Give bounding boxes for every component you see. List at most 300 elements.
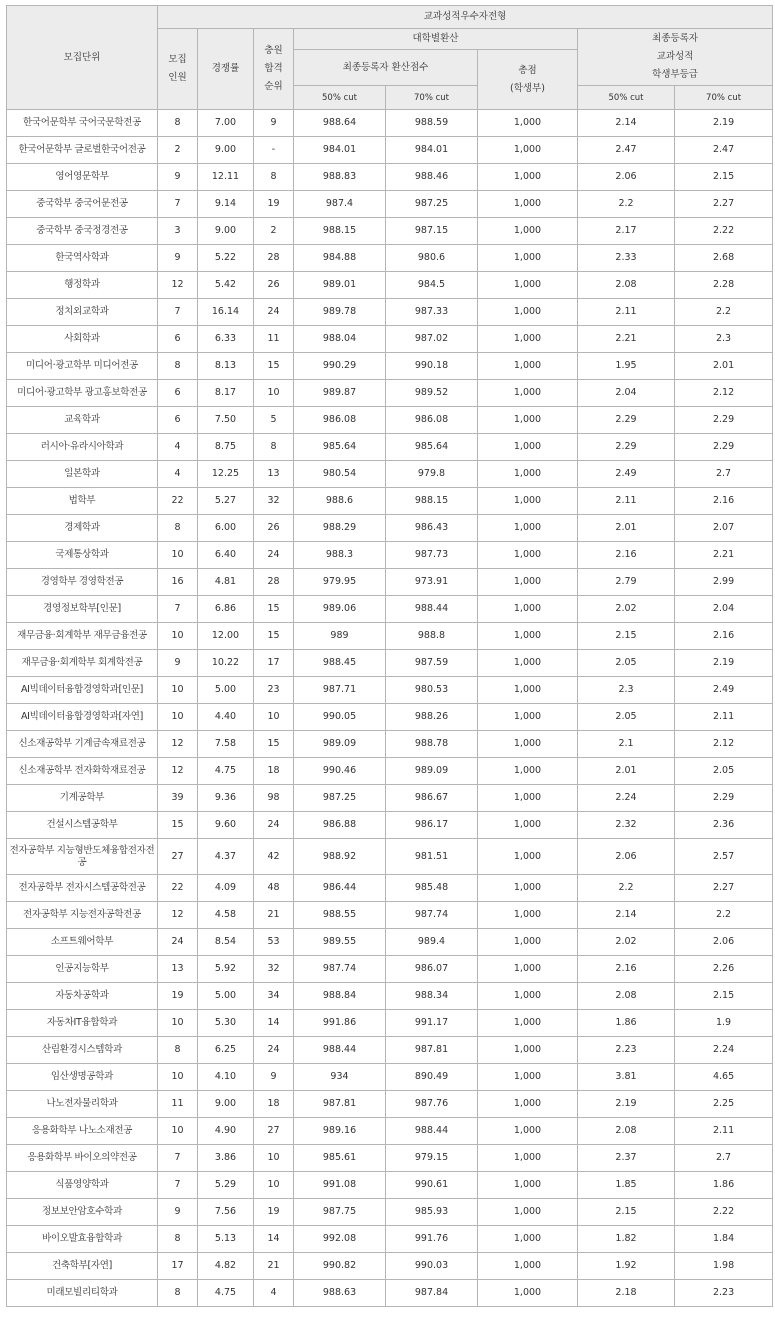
cell-score-70cut: 984.01 — [386, 137, 478, 164]
cell-score-70cut: 991.76 — [386, 1226, 478, 1253]
cell-score-50cut: 990.82 — [294, 1253, 386, 1280]
cell-grade-70cut: 2.29 — [675, 407, 773, 434]
cell-unit-name: 미래모빌리티학과 — [7, 1280, 158, 1307]
cell-total: 1,000 — [478, 245, 578, 272]
cell-unit-name: 재무금융·회계학부 회계학전공 — [7, 650, 158, 677]
cell-score-70cut: 987.25 — [386, 191, 478, 218]
cell-unit-name: 경영정보학부[인문] — [7, 596, 158, 623]
cell-waitlist-rank: 19 — [254, 191, 294, 218]
cell-total: 1,000 — [478, 839, 578, 875]
cell-total: 1,000 — [478, 758, 578, 785]
cell-unit-name: 미디어·광고학부 광고홍보학전공 — [7, 380, 158, 407]
cell-score-50cut: 992.08 — [294, 1226, 386, 1253]
cell-competition: 16.14 — [198, 299, 254, 326]
table-row — [7, 191, 773, 218]
cell-score-70cut: 986.08 — [386, 407, 478, 434]
cell-quota: 22 — [158, 488, 198, 515]
cell-grade-70cut: 2.47 — [675, 137, 773, 164]
cell-grade-50cut: 2.19 — [578, 1091, 675, 1118]
cell-grade-70cut: 2.06 — [675, 929, 773, 956]
table-row — [7, 785, 773, 812]
cell-total: 1,000 — [478, 623, 578, 650]
header-quota: 모집 인원 — [158, 29, 198, 110]
cell-quota: 12 — [158, 902, 198, 929]
header-unit: 모집단위 — [7, 6, 158, 110]
table-body — [7, 110, 773, 1307]
cell-total: 1,000 — [478, 353, 578, 380]
cell-unit-name: 한국역사학과 — [7, 245, 158, 272]
table-row — [7, 812, 773, 839]
table-row — [7, 488, 773, 515]
cell-grade-50cut: 2.08 — [578, 983, 675, 1010]
cell-score-50cut: 988.84 — [294, 983, 386, 1010]
cell-unit-name: 임산생명공학과 — [7, 1064, 158, 1091]
cell-total: 1,000 — [478, 461, 578, 488]
cell-competition: 9.00 — [198, 1091, 254, 1118]
cell-score-50cut: 989.87 — [294, 380, 386, 407]
cell-grade-50cut: 2.79 — [578, 569, 675, 596]
cell-grade-50cut: 2.37 — [578, 1145, 675, 1172]
cell-waitlist-rank: 32 — [254, 488, 294, 515]
cell-quota: 27 — [158, 839, 198, 875]
cell-score-70cut: 988.34 — [386, 983, 478, 1010]
cell-unit-name: 국제통상학과 — [7, 542, 158, 569]
cell-waitlist-rank: 15 — [254, 731, 294, 758]
cell-waitlist-rank: 13 — [254, 461, 294, 488]
cell-waitlist-rank: 10 — [254, 380, 294, 407]
cell-competition: 3.86 — [198, 1145, 254, 1172]
cell-quota: 12 — [158, 272, 198, 299]
cell-grade-70cut: 1.84 — [675, 1226, 773, 1253]
cell-score-50cut: 987.71 — [294, 677, 386, 704]
cell-score-70cut: 979.8 — [386, 461, 478, 488]
cell-waitlist-rank: 26 — [254, 515, 294, 542]
cell-unit-name: 사회학과 — [7, 326, 158, 353]
table-row — [7, 1064, 773, 1091]
cell-total: 1,000 — [478, 569, 578, 596]
cell-competition: 8.17 — [198, 380, 254, 407]
cell-total: 1,000 — [478, 1199, 578, 1226]
cell-waitlist-rank: 2 — [254, 218, 294, 245]
cell-score-50cut: 987.25 — [294, 785, 386, 812]
cell-score-70cut: 989.4 — [386, 929, 478, 956]
cell-grade-50cut: 2.08 — [578, 272, 675, 299]
cell-grade-70cut: 1.98 — [675, 1253, 773, 1280]
table-row — [7, 137, 773, 164]
table-row — [7, 299, 773, 326]
cell-unit-name: 러시아·유라시아학과 — [7, 434, 158, 461]
cell-score-70cut: 989.52 — [386, 380, 478, 407]
cell-score-50cut: 989.09 — [294, 731, 386, 758]
cell-competition: 5.42 — [198, 272, 254, 299]
cell-score-70cut: 984.5 — [386, 272, 478, 299]
cell-grade-50cut: 1.86 — [578, 1010, 675, 1037]
cell-waitlist-rank: 28 — [254, 245, 294, 272]
cell-grade-70cut: 2.3 — [675, 326, 773, 353]
cell-score-70cut: 973.91 — [386, 569, 478, 596]
cell-score-50cut: 984.01 — [294, 137, 386, 164]
cell-grade-50cut: 2.23 — [578, 1037, 675, 1064]
cell-unit-name: 인공지능학부 — [7, 956, 158, 983]
cell-score-70cut: 988.26 — [386, 704, 478, 731]
cell-unit-name: 전자공학부 지능형반도체융합전자전공 — [7, 839, 158, 875]
cell-total: 1,000 — [478, 1253, 578, 1280]
cell-waitlist-rank: 15 — [254, 596, 294, 623]
cell-grade-70cut: 2.27 — [675, 191, 773, 218]
table-row — [7, 515, 773, 542]
cell-competition: 4.81 — [198, 569, 254, 596]
header-grade-70cut: 70% cut — [675, 86, 773, 110]
cell-competition: 7.50 — [198, 407, 254, 434]
cell-score-70cut: 979.15 — [386, 1145, 478, 1172]
cell-grade-70cut: 2.28 — [675, 272, 773, 299]
cell-competition: 9.14 — [198, 191, 254, 218]
cell-score-70cut: 990.03 — [386, 1253, 478, 1280]
cell-competition: 5.92 — [198, 956, 254, 983]
cell-quota: 2 — [158, 137, 198, 164]
cell-unit-name: 중국학부 중국정경전공 — [7, 218, 158, 245]
cell-quota: 9 — [158, 245, 198, 272]
cell-waitlist-rank: 24 — [254, 812, 294, 839]
admission-results-table-container — [6, 5, 772, 1307]
table-row — [7, 353, 773, 380]
cell-unit-name: 일본학과 — [7, 461, 158, 488]
admission-results-table — [6, 5, 773, 1307]
table-row — [7, 1118, 773, 1145]
cell-grade-50cut: 1.82 — [578, 1226, 675, 1253]
cell-unit-name: 응용화학부 나노소재전공 — [7, 1118, 158, 1145]
cell-quota: 22 — [158, 875, 198, 902]
cell-unit-name: 재무금융·회계학부 재무금융전공 — [7, 623, 158, 650]
cell-unit-name: 바이오발효융합학과 — [7, 1226, 158, 1253]
cell-unit-name: 자동차IT융합학과 — [7, 1010, 158, 1037]
cell-total: 1,000 — [478, 983, 578, 1010]
cell-score-50cut: 984.88 — [294, 245, 386, 272]
cell-score-50cut: 987.75 — [294, 1199, 386, 1226]
header-univ-score: 대학별환산 — [294, 29, 578, 50]
cell-competition: 6.40 — [198, 542, 254, 569]
cell-grade-50cut: 2.17 — [578, 218, 675, 245]
cell-grade-50cut: 2.02 — [578, 929, 675, 956]
cell-waitlist-rank: 14 — [254, 1010, 294, 1037]
cell-score-70cut: 987.76 — [386, 1091, 478, 1118]
table-row — [7, 929, 773, 956]
cell-grade-70cut: 1.86 — [675, 1172, 773, 1199]
cell-score-50cut: 991.08 — [294, 1172, 386, 1199]
table-row — [7, 1172, 773, 1199]
cell-waitlist-rank: 4 — [254, 1280, 294, 1307]
cell-score-50cut: 990.29 — [294, 353, 386, 380]
table-row — [7, 1226, 773, 1253]
cell-total: 1,000 — [478, 326, 578, 353]
cell-competition: 9.36 — [198, 785, 254, 812]
cell-total: 1,000 — [478, 380, 578, 407]
cell-competition: 4.82 — [198, 1253, 254, 1280]
cell-score-70cut: 987.59 — [386, 650, 478, 677]
cell-grade-70cut: 2.16 — [675, 488, 773, 515]
table-row — [7, 983, 773, 1010]
table-row — [7, 326, 773, 353]
cell-grade-70cut: 2.21 — [675, 542, 773, 569]
cell-waitlist-rank: 28 — [254, 569, 294, 596]
table-row — [7, 902, 773, 929]
cell-waitlist-rank: 18 — [254, 1091, 294, 1118]
cell-quota: 3 — [158, 218, 198, 245]
cell-score-70cut: 986.17 — [386, 812, 478, 839]
cell-total: 1,000 — [478, 875, 578, 902]
table-row — [7, 380, 773, 407]
cell-grade-70cut: 2.68 — [675, 245, 773, 272]
cell-total: 1,000 — [478, 407, 578, 434]
cell-competition: 8.54 — [198, 929, 254, 956]
cell-unit-name: 행정학과 — [7, 272, 158, 299]
cell-total: 1,000 — [478, 929, 578, 956]
cell-grade-70cut: 2.24 — [675, 1037, 773, 1064]
cell-grade-50cut: 2.06 — [578, 839, 675, 875]
cell-total: 1,000 — [478, 1064, 578, 1091]
table-row — [7, 461, 773, 488]
cell-score-50cut: 988.04 — [294, 326, 386, 353]
header-grade-50cut: 50% cut — [578, 86, 675, 110]
cell-quota: 9 — [158, 164, 198, 191]
cell-total: 1,000 — [478, 1172, 578, 1199]
cell-grade-70cut: 2.99 — [675, 569, 773, 596]
cell-score-50cut: 988.6 — [294, 488, 386, 515]
cell-total: 1,000 — [478, 731, 578, 758]
table-header — [7, 6, 773, 110]
cell-quota: 16 — [158, 569, 198, 596]
cell-score-70cut: 987.73 — [386, 542, 478, 569]
cell-score-50cut: 986.44 — [294, 875, 386, 902]
cell-quota: 4 — [158, 461, 198, 488]
cell-quota: 7 — [158, 1145, 198, 1172]
cell-quota: 11 — [158, 1091, 198, 1118]
cell-grade-50cut: 1.95 — [578, 353, 675, 380]
cell-competition: 5.13 — [198, 1226, 254, 1253]
header-final-score: 최종등록자 환산점수 — [294, 50, 478, 86]
cell-unit-name: 기계공학부 — [7, 785, 158, 812]
cell-total: 1,000 — [478, 110, 578, 137]
cell-unit-name: 산림환경시스템학과 — [7, 1037, 158, 1064]
table-row — [7, 1253, 773, 1280]
cell-competition: 5.00 — [198, 677, 254, 704]
cell-quota: 15 — [158, 812, 198, 839]
cell-competition: 5.22 — [198, 245, 254, 272]
cell-unit-name: 응용화학부 바이오의약전공 — [7, 1145, 158, 1172]
cell-score-70cut: 990.18 — [386, 353, 478, 380]
cell-competition: 4.58 — [198, 902, 254, 929]
cell-grade-70cut: 2.27 — [675, 875, 773, 902]
cell-total: 1,000 — [478, 164, 578, 191]
cell-grade-70cut: 2.29 — [675, 785, 773, 812]
header-score-70cut: 70% cut — [386, 86, 478, 110]
cell-score-50cut: 990.05 — [294, 704, 386, 731]
cell-quota: 7 — [158, 596, 198, 623]
cell-competition: 12.00 — [198, 623, 254, 650]
cell-quota: 6 — [158, 326, 198, 353]
cell-waitlist-rank: 9 — [254, 110, 294, 137]
cell-grade-70cut: 2.05 — [675, 758, 773, 785]
cell-score-70cut: 985.48 — [386, 875, 478, 902]
cell-score-50cut: 987.81 — [294, 1091, 386, 1118]
cell-score-50cut: 988.3 — [294, 542, 386, 569]
cell-unit-name: 전자공학부 지능전자공학전공 — [7, 902, 158, 929]
cell-total: 1,000 — [478, 434, 578, 461]
cell-unit-name: 경제학과 — [7, 515, 158, 542]
cell-score-50cut: 988.55 — [294, 902, 386, 929]
cell-grade-50cut: 2.05 — [578, 650, 675, 677]
cell-score-50cut: 987.4 — [294, 191, 386, 218]
cell-score-50cut: 988.29 — [294, 515, 386, 542]
cell-total: 1,000 — [478, 299, 578, 326]
cell-waitlist-rank: 24 — [254, 1037, 294, 1064]
cell-score-70cut: 986.07 — [386, 956, 478, 983]
cell-quota: 12 — [158, 758, 198, 785]
cell-quota: 24 — [158, 929, 198, 956]
cell-waitlist-rank: 15 — [254, 623, 294, 650]
cell-grade-50cut: 2.32 — [578, 812, 675, 839]
header-admission-type: 교과성적우수자전형 — [158, 6, 773, 29]
cell-score-70cut: 986.67 — [386, 785, 478, 812]
cell-waitlist-rank: 21 — [254, 1253, 294, 1280]
cell-waitlist-rank: 19 — [254, 1199, 294, 1226]
cell-quota: 7 — [158, 191, 198, 218]
cell-total: 1,000 — [478, 1118, 578, 1145]
cell-waitlist-rank: 26 — [254, 272, 294, 299]
cell-waitlist-rank: 24 — [254, 542, 294, 569]
cell-unit-name: 중국학부 중국어문전공 — [7, 191, 158, 218]
cell-quota: 10 — [158, 1118, 198, 1145]
cell-total: 1,000 — [478, 1226, 578, 1253]
cell-waitlist-rank: 27 — [254, 1118, 294, 1145]
cell-grade-70cut: 1.9 — [675, 1010, 773, 1037]
cell-unit-name: 교육학과 — [7, 407, 158, 434]
cell-quota: 10 — [158, 1064, 198, 1091]
cell-grade-70cut: 2.57 — [675, 839, 773, 875]
cell-score-70cut: 988.59 — [386, 110, 478, 137]
cell-score-50cut: 989.01 — [294, 272, 386, 299]
cell-grade-70cut: 2.49 — [675, 677, 773, 704]
table-row — [7, 1037, 773, 1064]
cell-grade-70cut: 2.25 — [675, 1091, 773, 1118]
cell-waitlist-rank: 8 — [254, 434, 294, 461]
cell-total: 1,000 — [478, 596, 578, 623]
cell-score-50cut: 991.86 — [294, 1010, 386, 1037]
cell-total: 1,000 — [478, 677, 578, 704]
cell-grade-50cut: 2.47 — [578, 137, 675, 164]
cell-waitlist-rank: 23 — [254, 677, 294, 704]
cell-unit-name: 한국어문학부 국어국문학전공 — [7, 110, 158, 137]
cell-total: 1,000 — [478, 218, 578, 245]
cell-grade-70cut: 2.07 — [675, 515, 773, 542]
cell-grade-50cut: 2.29 — [578, 407, 675, 434]
cell-score-70cut: 988.8 — [386, 623, 478, 650]
cell-unit-name: 건축학부[자연] — [7, 1253, 158, 1280]
cell-score-50cut: 989 — [294, 623, 386, 650]
table-row — [7, 956, 773, 983]
cell-waitlist-rank: 10 — [254, 704, 294, 731]
cell-grade-50cut: 2.01 — [578, 515, 675, 542]
table-row — [7, 1145, 773, 1172]
table-row — [7, 758, 773, 785]
cell-score-50cut: 988.45 — [294, 650, 386, 677]
cell-quota: 10 — [158, 623, 198, 650]
cell-grade-50cut: 2.01 — [578, 758, 675, 785]
cell-waitlist-rank: 10 — [254, 1145, 294, 1172]
cell-competition: 6.33 — [198, 326, 254, 353]
cell-competition: 8.13 — [198, 353, 254, 380]
cell-score-70cut: 988.78 — [386, 731, 478, 758]
cell-waitlist-rank: 98 — [254, 785, 294, 812]
header-competition: 경쟁률 — [198, 29, 254, 110]
cell-score-50cut: 988.83 — [294, 164, 386, 191]
cell-grade-50cut: 3.81 — [578, 1064, 675, 1091]
table-row — [7, 569, 773, 596]
cell-waitlist-rank: 53 — [254, 929, 294, 956]
cell-grade-50cut: 2.16 — [578, 956, 675, 983]
cell-grade-50cut: 2.02 — [578, 596, 675, 623]
cell-grade-50cut: 2.05 — [578, 704, 675, 731]
cell-quota: 10 — [158, 542, 198, 569]
cell-competition: 7.00 — [198, 110, 254, 137]
cell-quota: 9 — [158, 1199, 198, 1226]
cell-total: 1,000 — [478, 272, 578, 299]
cell-competition: 12.11 — [198, 164, 254, 191]
table-row — [7, 1199, 773, 1226]
cell-unit-name: 영어영문학부 — [7, 164, 158, 191]
cell-score-50cut: 988.64 — [294, 110, 386, 137]
cell-score-50cut: 985.61 — [294, 1145, 386, 1172]
cell-total: 1,000 — [478, 956, 578, 983]
cell-quota: 8 — [158, 1226, 198, 1253]
cell-competition: 7.58 — [198, 731, 254, 758]
cell-grade-70cut: 2.29 — [675, 434, 773, 461]
cell-quota: 4 — [158, 434, 198, 461]
cell-score-70cut: 987.74 — [386, 902, 478, 929]
cell-unit-name: 식품영양학과 — [7, 1172, 158, 1199]
cell-score-70cut: 987.81 — [386, 1037, 478, 1064]
cell-score-50cut: 988.92 — [294, 839, 386, 875]
cell-score-70cut: 981.51 — [386, 839, 478, 875]
cell-grade-70cut: 2.01 — [675, 353, 773, 380]
cell-waitlist-rank: 9 — [254, 1064, 294, 1091]
cell-grade-50cut: 2.2 — [578, 875, 675, 902]
cell-score-50cut: 989.06 — [294, 596, 386, 623]
cell-waitlist-rank: - — [254, 137, 294, 164]
cell-total: 1,000 — [478, 812, 578, 839]
cell-waitlist-rank: 18 — [254, 758, 294, 785]
cell-score-50cut: 988.44 — [294, 1037, 386, 1064]
table-row — [7, 164, 773, 191]
cell-quota: 17 — [158, 1253, 198, 1280]
cell-score-70cut: 985.93 — [386, 1199, 478, 1226]
cell-quota: 10 — [158, 704, 198, 731]
cell-competition: 6.00 — [198, 515, 254, 542]
cell-competition: 4.75 — [198, 1280, 254, 1307]
cell-grade-50cut: 2.2 — [578, 191, 675, 218]
cell-competition: 6.86 — [198, 596, 254, 623]
cell-score-70cut: 890.49 — [386, 1064, 478, 1091]
cell-total: 1,000 — [478, 785, 578, 812]
table-row — [7, 272, 773, 299]
cell-unit-name: 나노전자물리학과 — [7, 1091, 158, 1118]
table-row — [7, 623, 773, 650]
cell-grade-50cut: 2.08 — [578, 1118, 675, 1145]
cell-total: 1,000 — [478, 902, 578, 929]
cell-grade-70cut: 2.12 — [675, 380, 773, 407]
cell-score-70cut: 988.44 — [386, 596, 478, 623]
cell-quota: 9 — [158, 650, 198, 677]
